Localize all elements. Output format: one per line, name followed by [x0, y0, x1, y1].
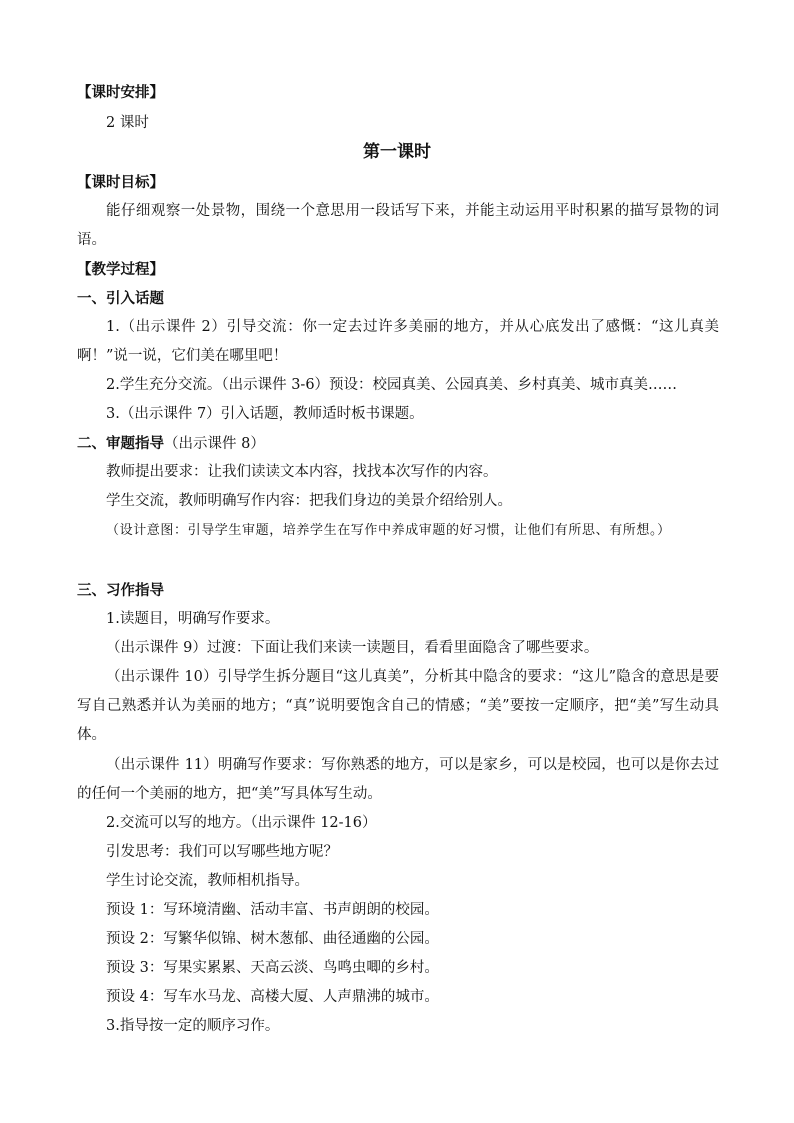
part1-item1: 1.（出示课件 2）引导交流：你一定去过许多美丽的地方，并从心底发出了感慨：“这儿真美啊！”说一说，它们美在哪里吧！: [77, 319, 719, 364]
goal-text: 能仔细观察一处景物，围绕一个意思用一段话写下来，并能主动运用平时积累的描写景物的词语。: [77, 203, 719, 248]
part2-p2: 学生交流，教师明确写作内容：把我们身边的美景介绍给别人。: [106, 493, 512, 509]
part3-step1: 1.读题目，明确写作要求。: [106, 611, 280, 627]
part3-step2-discussion: 学生讨论交流，教师相机指导。: [106, 873, 309, 889]
preset-2: 预设 2：写繁华似锦、树木葱郁、曲径通幽的公园。: [106, 931, 439, 947]
part3-step1-p1: （出示课件 9）过渡：下面让我们来读一读题目，看看里面隐含了哪些要求。: [106, 640, 599, 656]
part1-item2: 2.学生充分交流。（出示课件 3-6）预设：校园真美、公园真美、乡村真美、城市真美……: [106, 377, 678, 393]
part3-step1-p2: （出示课件 10）引导学生拆分题目“这儿真美”，分析其中隐含的要求：“这儿”隐含的意思是要写自己熟悉并认为美丽的地方；“真”说明要饱含自己的情感；“美”要按一定顺序，把“美”写生动具体。: [77, 669, 719, 743]
preset-1: 预设 1：写环境清幽、活动丰富、书声朗朗的校园。: [106, 902, 439, 918]
part1-heading: 一、引入话题: [77, 291, 164, 307]
goal-heading: 【课时目标】: [77, 175, 164, 191]
part3-heading: 三、习作指导: [77, 583, 164, 599]
schedule-value: 2 课时: [106, 115, 149, 131]
part3-step2-question: 引发思考：我们可以写哪些地方呢？: [106, 844, 338, 860]
part2-heading: 二、审题指导: [77, 436, 164, 452]
preset-4: 预设 4：写车水马龙、高楼大厦、人声鼎沸的城市。: [106, 989, 439, 1005]
part2-p1: 教师提出要求：让我们读读文本内容，找找本次写作的内容。: [106, 464, 498, 480]
part3-step2: 2.交流可以写的地方。（出示课件 12-16）: [106, 815, 377, 831]
part2-heading-line: [77, 433, 265, 455]
process-heading: 【教学过程】: [77, 262, 164, 278]
lesson-title: 第一课时: [363, 142, 431, 162]
part3-step3: 3.指导按一定的顺序习作。: [106, 1018, 280, 1034]
schedule-heading: 【课时安排】: [77, 85, 164, 101]
part2-design-note: （设计意图：引导学生审题，培养学生在写作中养成审题的好习惯，让他们有所思、有所想。）: [106, 523, 671, 538]
part2-heading-note: （出示课件 8）: [164, 436, 265, 452]
part3-step1-p3: （出示课件 11）明确写作要求：写你熟悉的地方，可以是家乡，可以是校园，也可以是你去过的任何一个美丽的地方，把“美”写具体写生动。: [77, 757, 719, 802]
part1-item3: 3.（出示课件 7）引入话题，教师适时板书课题。: [106, 406, 424, 422]
preset-3: 预设 3：写果实累累、天高云淡、鸟鸣虫唧的乡村。: [106, 960, 439, 976]
